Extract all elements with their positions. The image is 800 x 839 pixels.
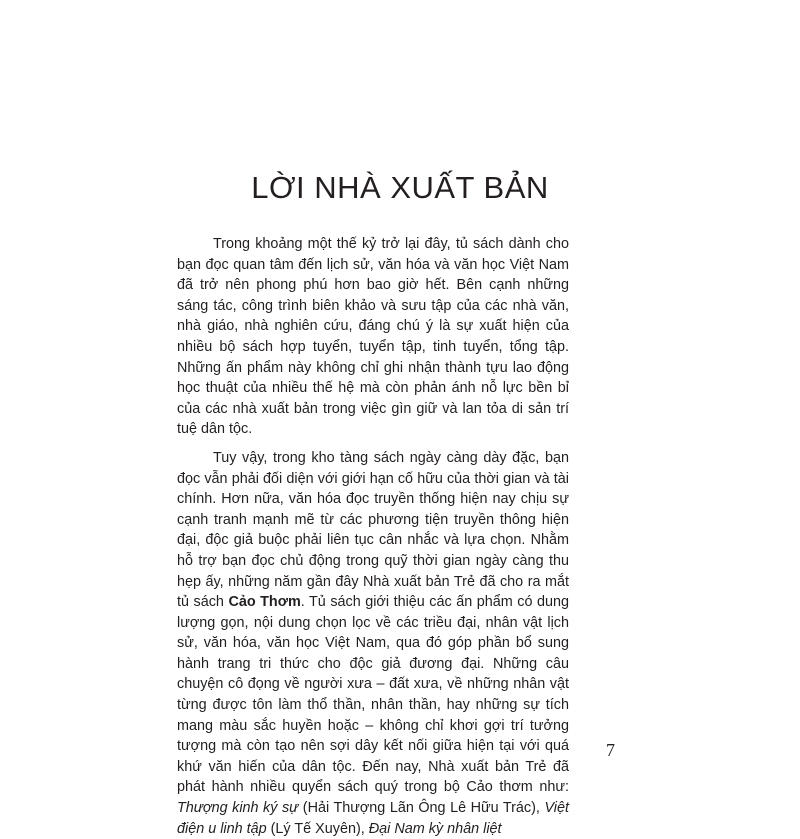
page-number: 7 — [606, 740, 615, 760]
series-name: Cảo Thơm — [228, 594, 301, 611]
paragraph-2-text-1: Tuy vậy, trong kho tàng sách ngày càng dày đặc, bạn đọc vẫn phải đối diện với giới hạn cố hữu của thời gian và tài chính. Hơn nữa, văn hóa đọc truyền thống hiện nay chịu sự cạnh tranh mạnh mẽ từ các phương tiện truyền thông hiện đại, độc giả buộc phải liên tục cân nhắc và lựa chọn. Nhằm hỗ trợ bạn đọc chủ động trong quỹ thời gian ngày càng thu hẹp ấy, những năm gần đây Nhà xuất bản Trẻ đã cho ra mắt tủ sách — [177, 449, 569, 611]
paragraph-2 — [177, 448, 569, 839]
book-title-2: Việt điện u linh tập — [177, 800, 569, 837]
paragraph-1: Trong khoảng một thế kỷ trở lại đây, tủ sách dành cho bạn đọc quan tâm đến lịch sử, văn hóa và văn học Việt Nam đã trở nên phong phú hơn bao giờ hết. Bên cạnh những sáng tác, công trình biên khảo và sưu tập của các nhà văn, nhà giáo, nhà nghiên cứu, đáng chú ý là sự xuất hiện của nhiều bộ sách hợp tuyển, tuyển tập, tinh tuyển, tổng tập. Những ấn phẩm này không chỉ ghi nhận thành tựu lao động học thuật của nhiều thế hệ mà còn phản ánh nỗ lực bền bỉ của các nhà xuất bản trong việc gìn giữ và lan tỏa di sản trí tuệ dân tộc. — [177, 236, 569, 438]
book-author-2: (Lý Tế Xuyên), — [266, 820, 369, 837]
body-text — [177, 234, 569, 839]
book-author-1: (Hải Thượng Lãn Ông Lê Hữu Trác), — [298, 800, 545, 817]
page-title: LỜI NHÀ XUẤT BẢN — [251, 170, 549, 205]
paragraph-2-text-2: . Tủ sách giới thiệu các ấn phẩm có dung lượng gọn, nội dung chọn lọc về các triều đại, nhân vật lịch sử, văn hóa, văn học Việt Nam, qua đó góp phần bổ sung hành trang tri thức cho độc giả đương đại. Những câu chuyện cô đọng về người xưa – đất xưa, về những nhân vật từng được tôn làm thổ thần, nhân thần, hay những sự tích mang màu sắc huyền hoặc – không chỉ khơi gợi trí tưởng tượng mà còn tạo nên sợi dây kết nối giữa hiện tại với quá khứ văn hiến của dân tộc. Đến nay, Nhà xuất bản Trẻ đã phát hành nhiều quyển sách quý trong bộ Cảo thơm như: — [177, 594, 569, 796]
book-title-3: Đại Nam kỳ nhân liệt — [368, 820, 502, 837]
book-title-1: Thượng kinh ký sự — [177, 800, 299, 817]
